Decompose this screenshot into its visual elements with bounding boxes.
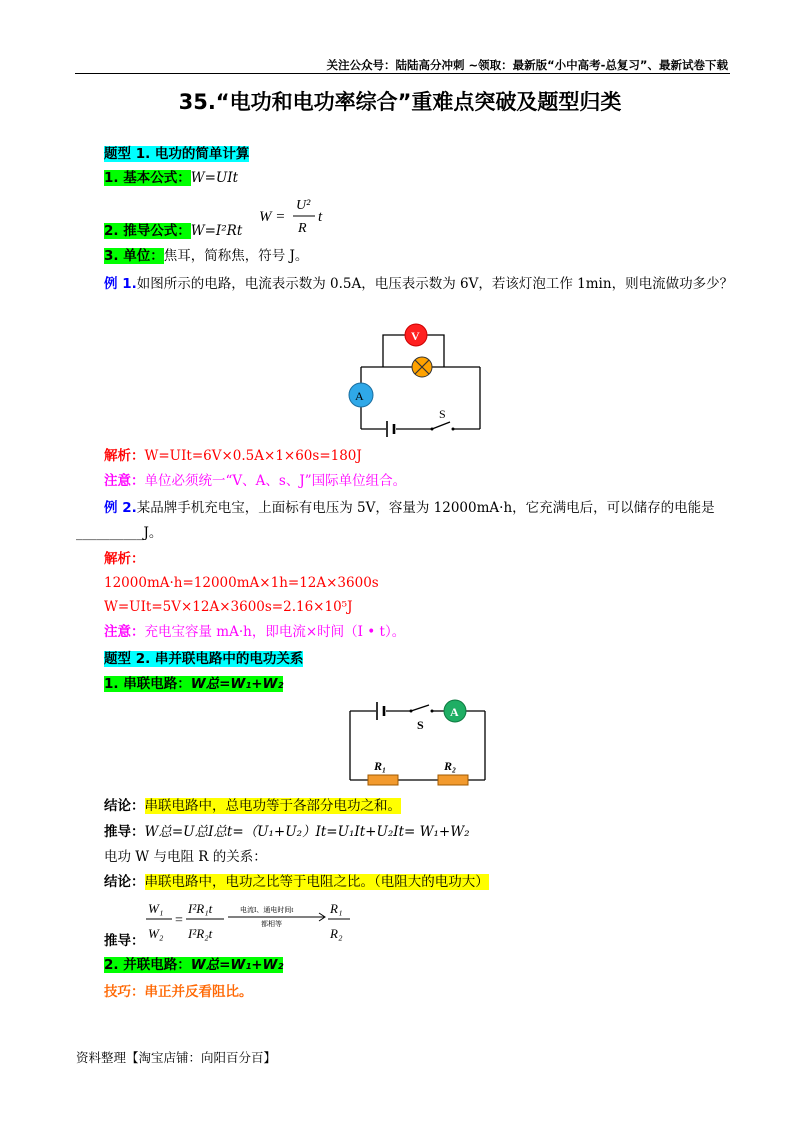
svg-text:=: = — [175, 913, 183, 928]
conclusion1-label: 结论： — [104, 798, 145, 814]
formula-tail: t — [318, 209, 323, 225]
ratio-formula — [144, 896, 364, 948]
conclusion2-label: 结论： — [104, 874, 145, 890]
formula-display — [255, 194, 335, 240]
page-title: 35.“电功和电功率综合”重难点突破及题型归类 — [178, 90, 622, 114]
example1-analysis — [104, 446, 362, 466]
example2-analysis-label: 解析： — [104, 551, 145, 567]
switch-label: S — [439, 407, 446, 421]
switch-label-2: S — [417, 718, 424, 732]
r2-label: R₂ — [444, 759, 457, 773]
section1-heading-text: 题型 1. 电功的简单计算 — [104, 146, 250, 162]
derived-formula: W=I²Rt — [190, 223, 243, 239]
example1-note — [104, 471, 406, 491]
example2-question-line1 — [104, 498, 715, 518]
formula-lhs: W = — [259, 209, 286, 225]
parallel-label: 2. 并联电路： — [104, 957, 191, 973]
ammeter-label-2: A — [450, 705, 459, 719]
tip-line: 技巧：串正并反看阻比。 — [104, 984, 253, 1000]
example1-text: 如图所示的电路，电流表示数为 0.5A，电压表示数为 6V，若该灯泡工作 1min，则电流做功多少？ — [136, 276, 734, 292]
example1-analysis-text: W=UIt=6V×0.5A×1×60s=180J — [144, 448, 362, 464]
example1-label: 例 1. — [104, 276, 137, 292]
series-formula: W总=W₁+W₂ — [190, 676, 284, 692]
resistor-r2 — [438, 775, 468, 785]
resistor-r1 — [368, 775, 398, 785]
ratio-r1: R₁ — [330, 901, 343, 916]
example1-analysis-label: 解析： — [104, 448, 145, 464]
ammeter-label: A — [355, 389, 364, 403]
header-divider — [75, 73, 730, 74]
basic-formula-label: 1. 基本公式： — [104, 170, 191, 186]
example1-note-text: 单位必须统一“V、A、s、J”国际单位组合。 — [144, 473, 407, 489]
conclusion2-line — [104, 872, 489, 892]
example2-text: 某品牌手机充电宝，上面标有电压为 5V，容量为 12000mA·h，它充满电后，可以储存的电能是 — [136, 500, 715, 516]
page-header: 关注公众号：陆陆高分冲刺 ~领取：最新版“小中高考-总复习”、最新试卷下载 — [326, 58, 728, 72]
section1-heading — [104, 144, 249, 164]
basic-formula: W=UIt — [190, 170, 239, 186]
r1-label: R₁ — [374, 759, 387, 773]
ratio-w2: W₂ — [148, 926, 164, 941]
derived-formula-line — [104, 221, 242, 241]
formula-numerator: U² — [296, 198, 311, 213]
example2-note — [104, 622, 405, 642]
derive-text: W总=U总I总t=（U₁+U₂）It=U₁It+U₂It= W₁+W₂ — [144, 824, 470, 840]
series-line — [104, 674, 283, 694]
circuit-diagram-2 — [340, 698, 490, 788]
ratio-numerator: I²R₁t — [188, 901, 213, 916]
ratio-w1: W₁ — [148, 901, 164, 916]
ratio-r2: R₂ — [330, 926, 343, 941]
relation-line: 电功 W 与电阻 R 的关系： — [104, 849, 267, 865]
conclusion1-line — [104, 796, 401, 816]
example2-analysis-line2: W=UIt=5V×12A×3600s=2.16×10⁵J — [104, 599, 353, 615]
example2-note-text: 充电宝容量 mA·h，即电流×时间（I • t）。 — [144, 624, 406, 640]
example1-question — [104, 272, 734, 297]
formula-denominator: R — [298, 221, 307, 236]
circuit-diagram-1 — [340, 322, 490, 440]
example2-note-label: 注意： — [104, 624, 145, 640]
voltmeter-label: V — [411, 329, 420, 343]
example1-note-label: 注意： — [104, 473, 145, 489]
derive-label: 推导： — [104, 824, 145, 840]
series-label: 1. 串联电路： — [104, 676, 191, 692]
section2-heading — [104, 649, 303, 669]
arrow-top-text: 电流I、通电时间t — [240, 906, 294, 914]
conclusion2-text: 串联电路中，电功之比等于电阻之比。（电阻大的电功大） — [144, 874, 489, 890]
example2-analysis-line1: 12000mA·h=12000mA×1h=12A×3600s — [104, 575, 379, 591]
parallel-formula: W总=W₁+W₂ — [190, 957, 284, 973]
example2-label: 例 2. — [104, 500, 137, 516]
ratio-denominator: I²R₂t — [188, 926, 213, 941]
derive2-label: 推导： — [104, 933, 145, 949]
derived-formula-label: 2. 推导公式： — [104, 223, 191, 239]
derive-line — [104, 822, 470, 842]
arrow-bottom-text: 都相等 — [261, 920, 282, 928]
unit-line — [104, 246, 308, 266]
parallel-line — [104, 955, 283, 975]
section2-heading-text: 题型 2. 串并联电路中的电功关系 — [104, 651, 304, 667]
unit-text: 焦耳，简称焦，符号 J。 — [163, 248, 309, 264]
conclusion1-text: 串联电路中，总电功等于各部分电功之和。 — [144, 798, 401, 814]
page-footer: 资料整理【淘宝店铺：向阳百分百】 — [76, 1050, 277, 1065]
unit-label: 3. 单位： — [104, 248, 164, 264]
basic-formula-line — [104, 168, 238, 188]
example2-question-line2: __________J。 — [76, 525, 163, 541]
